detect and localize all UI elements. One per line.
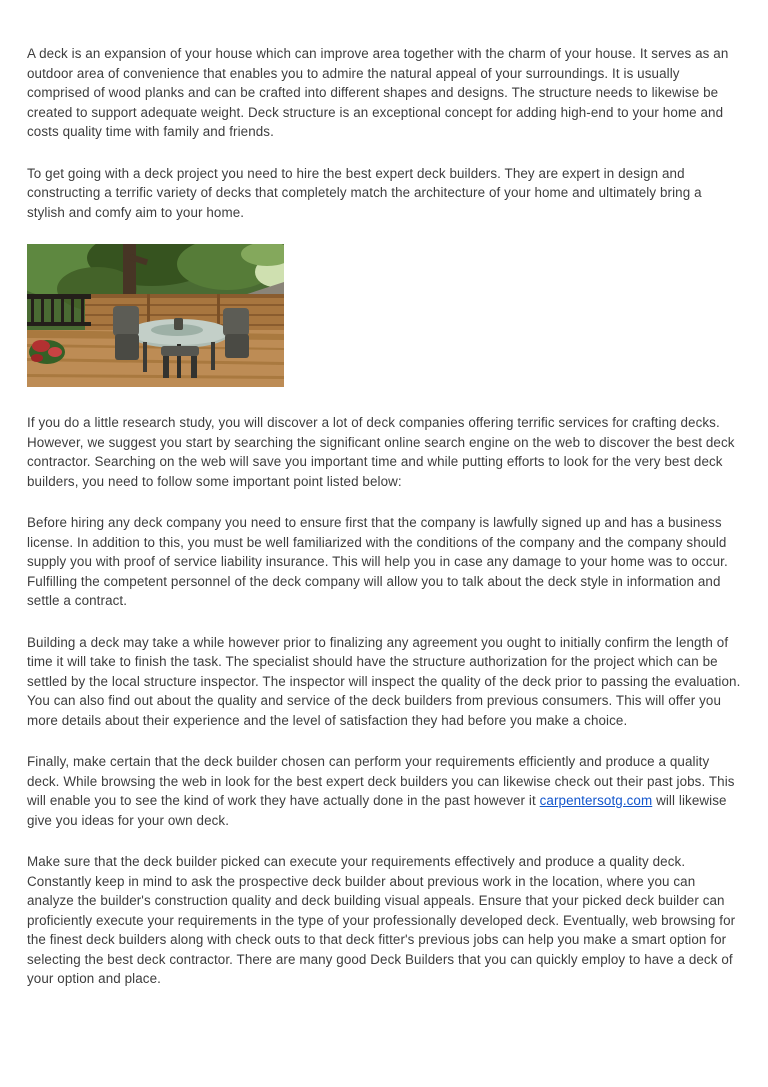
paragraph-7: Make sure that the deck builder picked can execute your requirements effectively and produce a quality deck. Constantly keep in mind to ask the prospective deck builder about previous work in the location, where you can analyze the builder's construction quality and deck building visual appeals. Ensure that your picked deck builder can proficiently execute your requirements in the type of your professionally developed deck. Eventually, web browsing for the finest deck builders along with check outs to that deck fitter's previous jobs can help you make a smart option for selecting the best deck contractor. There are many good Deck Builders that you can quickly employ to have a deck of your option and place. <box>27 854 736 986</box>
paragraph-6-text-after: will likewise give you ideas for your own deck. <box>27 793 727 828</box>
paragraph-1: A deck is an expansion of your house which can improve area together with the charm of your house. It serves as an outdoor area of convenience that enables you to admire the natural appeal of your surroundings. It is usually comprised of wood planks and can be crafted into different shapes and designs. The structure needs to likewise be created to support adequate weight. Deck structure is an exceptional concept for adding high-end to your home and costs quality time with family and friends. <box>27 46 729 139</box>
paragraph-2: To get going with a deck project you need to hire the best expert deck builders. They are expert in design and constructing a terrific variety of decks that completely match the architecture of your home and ultimately bring a stylish and comfy aim to your home. <box>27 165 702 220</box>
paragraph-6 <box>27 752 741 830</box>
deck-photo-illustration <box>27 244 284 387</box>
paragraph-5: Building a deck may take a while however prior to finalizing any agreement you ought to initially confirm the length of time it will take to finish the task. The specialist should have the structure authorization for the project which can be settled by the local structure inspector. The inspector will inspect the quality of the deck prior to passing the evaluation. You can also find out about the quality and service of the deck builders from previous consumers. This will offer you more details about their experience and the level of satisfaction they had before you make a choice. <box>27 634 741 728</box>
carpentersotg-link[interactable]: carpentersotg.com <box>539 793 653 808</box>
paragraph-4: Before hiring any deck company you need to ensure first that the company is lawfully signed up and has a business license. In addition to this, you must be well familiarized with the conditions of the company and the company should supply you with proof of service liability insurance. This will help you in case any damage to your home was to occur. Fulfilling the competent personnel of the deck company will allow you to talk about the deck style in information and settle a contract. <box>27 515 728 608</box>
paragraph-6-text-before: Finally, make certain that the deck builder chosen can perform your requirements efficiently and produce a quality deck. While browsing the web in look for the best expert deck builders you can likewise check out their past jobs. This will enable you to see the kind of work they have actually done in the past however it <box>27 754 735 808</box>
paragraph-3: If you do a little research study, you will discover a lot of deck companies offering terrific services for crafting decks. However, we suggest you start by searching the significant online search engine on the web to discover the best deck contractor. Searching on the web will save you important time and while putting efforts to look for the very best deck builders, you need to follow some important point listed below: <box>27 415 735 489</box>
deck-photo <box>27 244 284 387</box>
